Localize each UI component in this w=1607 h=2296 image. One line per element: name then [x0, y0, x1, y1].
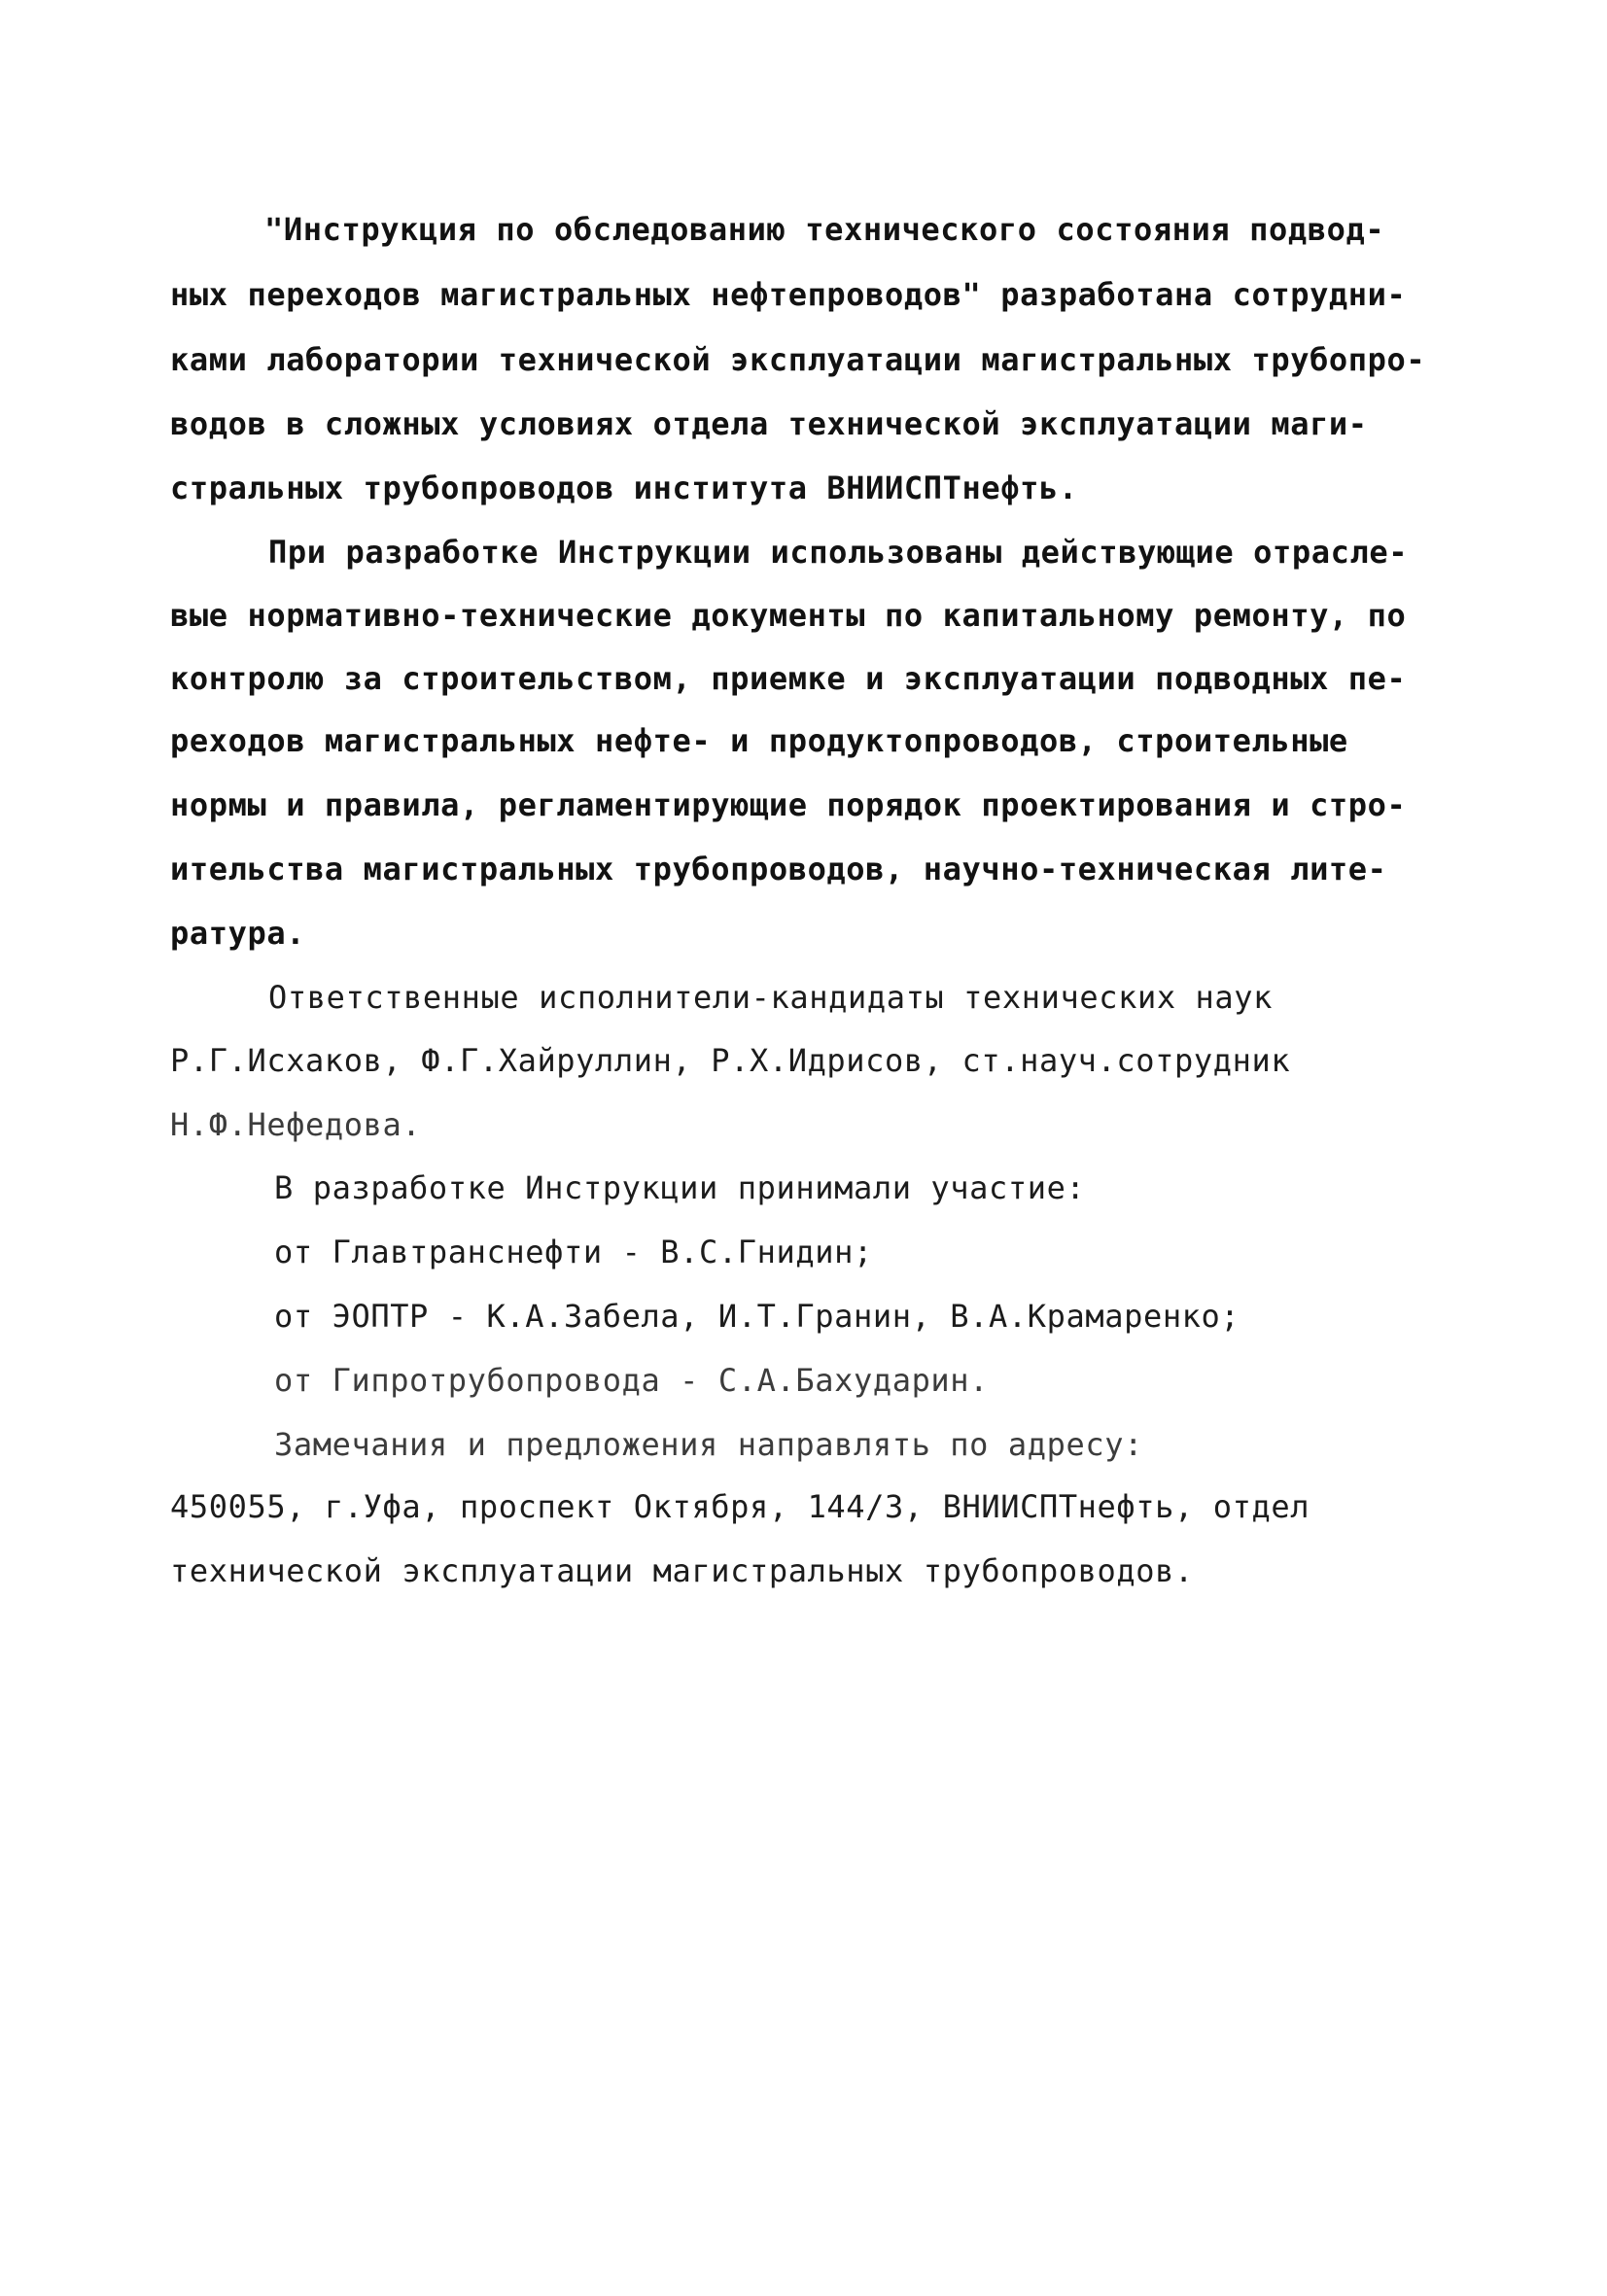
paragraph1-line: ных переходов магистральных нефтепроводов" разработана сотрудни- — [170, 276, 1407, 313]
paragraph5-line: 450055, г.Уфа, проспект Октября, 144/3, ВНИИСПТнефть, отдел — [170, 1488, 1310, 1525]
paragraph4-line: В разработке Инструкции принимали участие: — [274, 1169, 1086, 1206]
paragraph4-line: от Гипротрубопровода - С.А.Бахударин. — [274, 1362, 990, 1399]
paragraph1-line: "Инструкция по обследованию технического состояния подвод- — [264, 211, 1385, 248]
paragraph2-line: реходов магистральных нефте- и продуктопроводов, строительные — [170, 722, 1348, 759]
paragraph1-line: ками лаборатории технической эксплуатации магистральных трубопро- — [170, 341, 1426, 378]
paragraph1-line: водов в сложных условиях отдела технической эксплуатации маги- — [170, 405, 1368, 442]
paragraph3-line: Р.Г.Исхаков, Ф.Г.Хайруллин, Р.Х.Идрисов, ст.науч.сотрудник — [170, 1042, 1291, 1079]
paragraph4-line: от Главтранснефти - В.С.Гнидин; — [274, 1234, 873, 1270]
paragraph2-line: ительства магистральных трубопроводов, научно-техническая лите- — [170, 851, 1387, 887]
paragraph5-line: технической эксплуатации магистральных трубопроводов. — [170, 1552, 1194, 1589]
paragraph3-line: Н.Ф.Нефедова. — [170, 1106, 422, 1143]
paragraph2-line: нормы и правила, регламентирующие порядок проектирования и стро- — [170, 786, 1407, 823]
paragraph4-line: от ЭОПТР - К.А.Забела, И.Т.Гранин, В.А.Крамаренко; — [274, 1298, 1240, 1335]
paragraph2-line: ратура. — [170, 915, 306, 952]
paragraph1-line: стральных трубопроводов института ВНИИСПТнефть. — [170, 470, 1078, 506]
paragraph2-line: При разработке Инструкции использованы действующие отрасле- — [268, 534, 1409, 571]
paragraph2-line: контролю за строительством, приемке и эксплуатации подводных пе- — [170, 660, 1407, 697]
paragraph5-line: Замечания и предложения направлять по адресу: — [274, 1426, 1143, 1463]
paragraph2-line: вые нормативно-технические документы по капитальному ремонту, по — [170, 597, 1407, 634]
paragraph3-line: Ответственные исполнители-кандидаты технических наук — [268, 979, 1274, 1016]
